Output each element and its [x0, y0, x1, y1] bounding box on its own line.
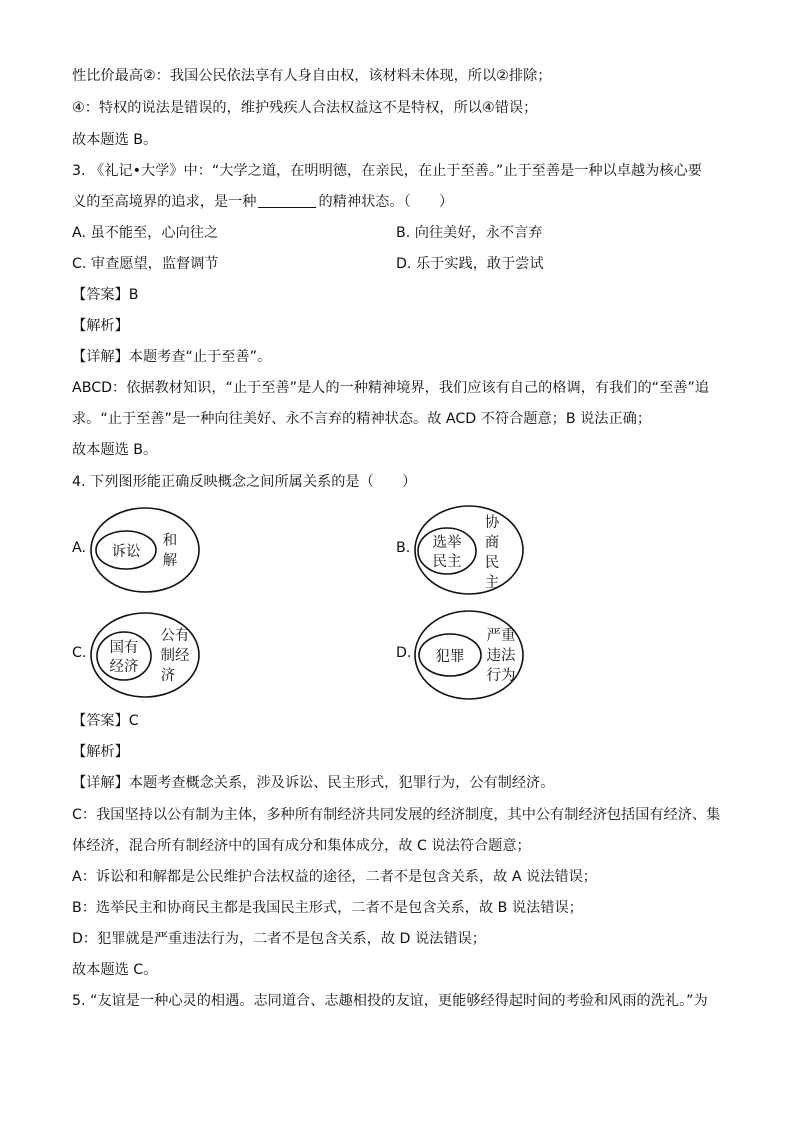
inner-label: 诉讼 — [111, 544, 141, 560]
diagram-a-letter: A. — [72, 540, 86, 556]
explanation-line: A：诉讼和和解都是公民维护合法权益的途径，二者不是包含关系，故 A 说法错误； — [72, 869, 597, 885]
diagram-b-letter: B. — [396, 540, 411, 556]
stem-part: 义的至高境界的追求，是一种 — [72, 194, 257, 210]
inner-label: 国有 — [109, 640, 139, 656]
explanation-line: 故本题选 B。 — [72, 442, 158, 458]
stem-part: 的精神状态。（ ） — [318, 194, 454, 210]
question-5-stem: 5. “友谊是一种心灵的相遇。志同道合、志趣相投的友谊，更能够经得起时间的考验和风雨的洗礼。”为 — [72, 993, 708, 1009]
text-line: ④：特权的说法是错误的，维护残疾人合法权益这不是特权，所以④错误； — [72, 100, 538, 116]
option-d: D. 乐于实践，敢于尝试 — [396, 256, 544, 272]
question-4-stem: 4. 下列图形能正确反映概念之间所属关系的是（ ） — [72, 474, 417, 490]
explanation-line: D：犯罪就是严重违法行为，二者不是包含关系，故 D 说法错误； — [72, 931, 486, 947]
diagram-b — [412, 503, 527, 597]
diagram-d-letter: D. — [396, 645, 412, 661]
outer-label: 和 — [162, 533, 178, 549]
outer-label: 制经 — [160, 648, 190, 664]
analysis-label: 【解析】 — [72, 318, 129, 334]
outer-label: 协 — [484, 515, 500, 531]
explanation-line: ABCD：依据教材知识，“止于至善”是人的一种精神境界，我们应该有自己的格调，有我们的“至善”追 — [72, 380, 709, 396]
answer-label: 【答案】C — [72, 713, 139, 729]
outer-label: 民 — [484, 555, 500, 571]
explanation-line: C：我国坚持以公有制为主体，多种所有制经济共同发展的经济制度，其中公有制经济包括国有经济、集 — [72, 807, 721, 823]
outer-label: 违法 — [486, 648, 516, 664]
diagram-d — [412, 608, 527, 702]
explanation-line: B：选举民主和协商民主都是我国民主形式，二者不是包含关系，故 B 说法错误； — [72, 900, 583, 916]
text-line: 故本题选 B。 — [72, 132, 158, 148]
analysis-label: 【解析】 — [72, 744, 129, 760]
option-b: B. 向往美好，永不言弃 — [396, 225, 543, 241]
explanation-line: 体经济，混合所有制经济中的国有成分和集体成分，故 C 说法符合题意； — [72, 838, 531, 854]
inner-label: 犯罪 — [435, 649, 465, 665]
question-3-stem: 3. 《礼记•大学》中：“大学之道，在明明德，在亲民，在止于至善。”止于至善是一种以卓越为核心要 — [72, 163, 702, 179]
diagram-c — [88, 610, 203, 700]
fill-blank — [258, 193, 316, 208]
outer-ellipse — [91, 508, 199, 592]
outer-label: 主 — [484, 575, 500, 591]
diagram-c-letter: C. — [72, 645, 87, 661]
inner-label: 选举 — [432, 535, 462, 551]
detail-label: 【详解】本题考查“止于至善”。 — [72, 349, 272, 365]
outer-label: 济 — [160, 668, 176, 684]
question-3-stem-cont — [72, 192, 453, 212]
inner-label: 经济 — [109, 659, 139, 675]
outer-ellipse — [415, 506, 523, 594]
explanation-line: 故本题选 C。 — [72, 962, 158, 978]
outer-label: 解 — [162, 553, 178, 569]
detail-label: 【详解】本题考查概念关系，涉及诉讼、民主形式，犯罪行为，公有制经济。 — [72, 775, 555, 791]
answer-label: 【答案】B — [72, 287, 139, 303]
option-a: A. 虽不能至，心向往之 — [72, 225, 219, 241]
option-c: C. 审查愿望，监督调节 — [72, 256, 219, 272]
diagram-a — [88, 505, 203, 595]
outer-label: 商 — [484, 535, 500, 551]
explanation-line: 求。“止于至善”是一种向往美好、永不言弃的精神状态。故 ACD 不符合题意；B 说法正确； — [72, 411, 652, 427]
inner-label: 民主 — [432, 554, 462, 570]
outer-label: 行为 — [486, 668, 516, 684]
outer-label: 公有 — [160, 628, 190, 644]
outer-label: 严重 — [486, 628, 516, 644]
text-line: 性比价最高②：我国公民依法享有人身自由权，该材料未体现，所以②排除； — [72, 68, 552, 84]
